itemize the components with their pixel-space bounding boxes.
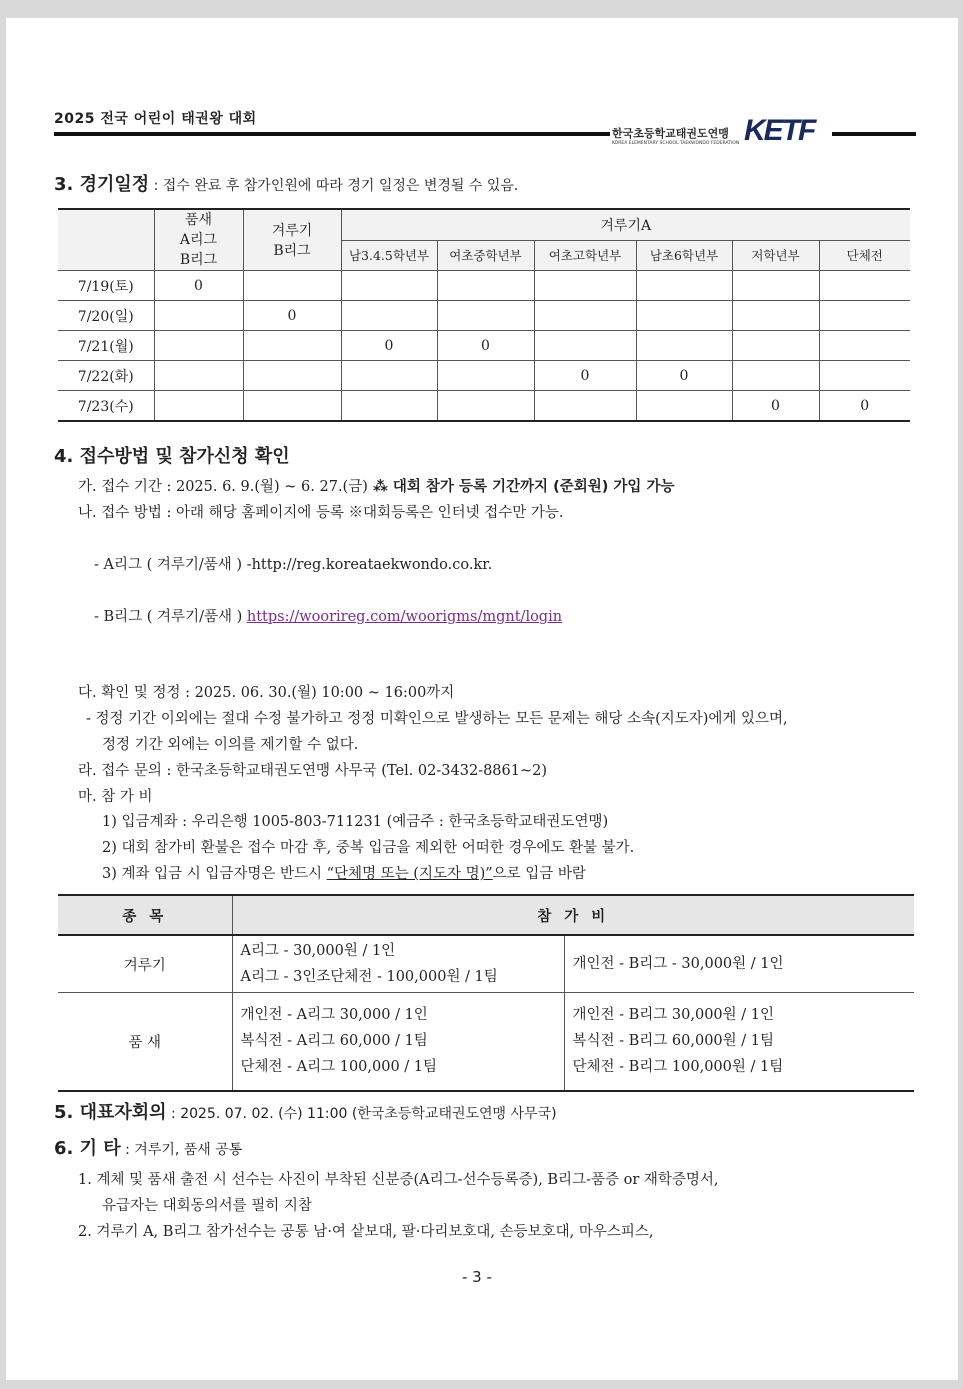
fee-table [58, 894, 914, 1092]
table-row: 7/21(월) 0 0 [58, 331, 910, 361]
table-row: 7/20(일) 0 [58, 301, 910, 331]
document-page [6, 18, 958, 1380]
correction-note-1: - 정정 기간 이외에는 절대 수정 불가하고 정정 미확인으로 발생하는 모든 문제는 해당 소속(지도자)에게 있으며, [86, 711, 788, 727]
date-cell: 7/20(일) [58, 301, 154, 331]
org-name-korean: 한국초등학교태권도연맹 [612, 127, 729, 140]
header-kyorugi-b: 겨루기 B리그 [243, 209, 341, 271]
ketf-logo: KETF [744, 114, 815, 147]
kyorugi-a-fees: A리그 - 30,000원 / 1인 A리그 - 3인조단체전 - 100,000원 / 1팀 [232, 935, 564, 993]
table-row [58, 993, 914, 1091]
a-league-link[interactable]: - A리그 ( 겨루기/품새 ) -http://reg.koreataekwondo.co.kr. [94, 557, 493, 573]
date-cell: 7/19(토) [58, 271, 154, 301]
section-6-title: 6. 기 타 [54, 1138, 121, 1159]
depositor-name-rule: 3) 계좌 입금 시 입금자명은 반드시 “단체명 또는 (지도자 명)”으로 입금 바람 [102, 866, 586, 882]
section-5-title: 5. 대표자회의 [54, 1102, 167, 1123]
subheader-cell: 여초고학년부 [534, 240, 636, 271]
fee-category-poomsae: 품 새 [58, 993, 232, 1091]
b-league-link[interactable]: https://woorireg.com/woorigms/mgnt/login [246, 609, 563, 625]
confirmation-period: 다. 확인 및 정정 : 2025. 06. 30.(월) 10:00 ~ 16:00까지 [78, 685, 455, 701]
membership-note: ⁂ 대회 참가 등록 기간까지 (준회원) 가입 가능 [367, 479, 675, 495]
section-6-note: : 겨루기, 품새 공통 [120, 1142, 243, 1158]
other-item-1-cont: 유급자는 대회동의서를 필히 지참 [102, 1198, 312, 1214]
header-rule-right [832, 132, 916, 136]
fee-header-fee: 참 가 비 [232, 895, 914, 935]
table-row [58, 935, 914, 993]
refund-policy: 2) 대회 참가비 환불은 접수 마감 후, 중복 입금을 제외한 어떠한 경우에도 환불 불가. [102, 840, 635, 856]
section-6-heading [54, 1134, 242, 1160]
table-row: 7/22(화) 0 0 [58, 361, 910, 391]
b-league-row: - B리그 ( 겨루기/품새 ) https://woorireg.com/woorigms/mgnt/login [94, 609, 563, 625]
subheader-cell: 남3.4.5학년부 [341, 240, 437, 271]
registration-method: 나. 접수 방법 : 아래 해당 홈페이지에 등록 ※대회등록은 인터넷 접수만 가능. [78, 505, 564, 521]
other-item-1: 1. 계체 및 품새 출전 시 선수는 사진이 부착된 신분증(A리그-선수등록증), B리그-품증 or 재학증명서, [78, 1172, 719, 1188]
table-row: 7/19(토) 0 [58, 271, 910, 301]
schedule-corner-cell [58, 209, 154, 271]
bank-account: 1) 입금계좌 : 우리은행 1005-803-711231 (예금주 : 한국초등학교태권도연맹) [102, 814, 609, 830]
date-cell: 7/23(수) [58, 391, 154, 422]
registration-period: 가. 접수 기간 : 2025. 6. 9.(월) ~ 6. 27.(금) ⁂ 대회 참가 등록 기간까지 (준회원) 가입 가능 [78, 479, 675, 495]
poomsae-a-fees: 개인전 - A리그 30,000 / 1인 복식전 - A리그 60,000 / 1팀 단체전 - A리그 100,000 / 1팀 [232, 993, 564, 1091]
schedule-table [58, 208, 910, 422]
header-kyorugi-a: 겨루기A [341, 209, 910, 240]
org-name-english: KOREA ELEMENTARY SCHOOL TAEKWONDO FEDERATION [612, 141, 740, 146]
org-name [612, 125, 747, 146]
section-5-note: : 2025. 07. 02. (수) 11:00 (한국초등학교태권도연맹 사무국) [166, 1106, 557, 1122]
header-poomsae: 품새 A리그 B리그 [154, 209, 243, 271]
date-cell: 7/21(월) [58, 331, 154, 361]
subheader-cell: 단체전 [819, 240, 910, 271]
kyorugi-b-fees: 개인전 - B리그 - 30,000원 / 1인 [564, 935, 914, 993]
correction-note-2: 정정 기간 외에는 이의를 제기할 수 없다. [102, 737, 359, 753]
section-3-note: : 접수 완료 후 참가인원에 따라 경기 일정은 변경될 수 있음. [149, 178, 519, 194]
date-cell: 7/22(화) [58, 361, 154, 391]
entry-fee-heading: 마. 참 가 비 [78, 789, 153, 805]
subheader-cell: 여초중학년부 [437, 240, 534, 271]
section-3-title: 3. 경기일정 [54, 174, 150, 195]
page-number: - 3 - [462, 1268, 492, 1286]
fee-category-kyorugi: 겨루기 [58, 935, 232, 993]
registration-inquiry: 라. 접수 문의 : 한국초등학교태권도연맹 사무국 (Tel. 02-3432-8861~2) [78, 763, 548, 779]
table-row: 7/23(수) 0 0 [58, 391, 910, 422]
header-rule-left [54, 132, 610, 136]
document-header-title: 2025 전국 어린이 태권왕 대회 [54, 111, 257, 127]
section-3-heading [54, 170, 518, 196]
subheader-cell: 남초6학년부 [636, 240, 732, 271]
other-item-2: 2. 겨루기 A, B리그 참가선수는 공통 남·여 샅보대, 팔·다리보호대, 손등보호대, 마우스피스, [78, 1224, 654, 1240]
fee-header-event: 종 목 [58, 895, 232, 935]
subheader-cell: 저학년부 [732, 240, 819, 271]
poomsae-b-fees: 개인전 - B리그 30,000원 / 1인 복식전 - B리그 60,000원 / 1팀 단체전 - B리그 100,000원 / 1팀 [564, 993, 914, 1091]
section-5-heading [54, 1098, 557, 1124]
section-4-title: 4. 접수방법 및 참가신청 확인 [54, 446, 290, 467]
